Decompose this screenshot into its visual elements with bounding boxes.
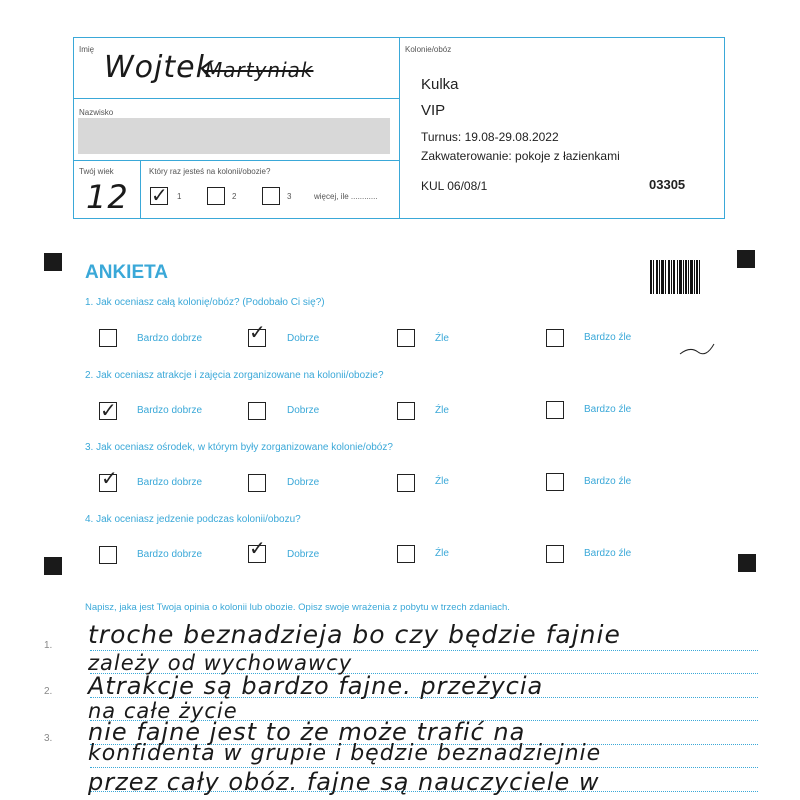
registration-marker-top-right [737, 250, 755, 268]
q2-option-zle: Źle [435, 405, 449, 416]
q2-option-dobrze: Dobrze [287, 405, 320, 416]
q1-checkbox-bardzo-dobrze[interactable] [99, 329, 117, 347]
wiek-label: Twój wiek [79, 167, 114, 176]
q3-option-bardzo-dobrze: Bardzo dobrze [137, 477, 203, 488]
handwriting-line-3: Atrakcje są bardzo fajne. przeżycia [88, 672, 544, 700]
q2-option-bardzo-dobrze: Bardzo dobrze [137, 405, 203, 416]
ktory-raz-label: Który raz jesteś na kolonii/obozie? [149, 167, 271, 176]
line-number-1: 1. [44, 640, 53, 651]
q2-checkbox-dobrze[interactable] [248, 402, 266, 420]
registration-marker-top-left [44, 253, 62, 271]
q3-option-bardzo-zle: Bardzo źle [584, 476, 632, 487]
imie-struck: Martyniak [205, 58, 314, 82]
opinion-prompt: Napisz, jaka jest Twoja opinia o kolonii lub obozie. Opisz swoje wrażenia z pobytu w trzech zdaniach. [85, 602, 510, 613]
registration-marker-bottom-left [44, 557, 62, 575]
q1-check-mark: ✓ [249, 320, 266, 344]
zakwaterowanie: Zakwaterowanie: pokoje z łazienkami [421, 149, 620, 163]
registration-marker-bottom-right [738, 554, 756, 572]
q2-option-bardzo-zle: Bardzo źle [584, 404, 632, 415]
barcode [650, 260, 700, 294]
q1-checkbox-bardzo-zle[interactable] [546, 329, 564, 347]
handwriting-line-4: na całe życie [88, 699, 238, 723]
header-divider-nazwisko [73, 160, 399, 161]
kolonie-name: Kulka [421, 76, 459, 93]
handwriting-line-1: troche beznadzieja bo czy będzie fajnie [88, 620, 621, 649]
question-4: 4. Jak oceniasz jedzenie podczas kolonii/obozu? [85, 514, 301, 525]
ktory-raz-option-2: 2 [232, 192, 237, 201]
q1-option-bardzo-dobrze: Bardzo dobrze [137, 333, 203, 344]
q4-option-bardzo-zle: Bardzo źle [584, 548, 632, 559]
header-divider-imie [73, 98, 399, 99]
handwriting-line-5: nie fajne jest to że może trafić na [88, 718, 526, 746]
ktory-raz-check-mark: ✓ [151, 183, 168, 207]
survey-title: ANKIETA [85, 262, 169, 283]
q4-option-bardzo-dobrze: Bardzo dobrze [137, 549, 203, 560]
stray-pen-mark [678, 340, 718, 360]
imie-value: Wojtek [104, 50, 214, 85]
q2-check-mark: ✓ [100, 398, 117, 422]
kolonie-type: VIP [421, 102, 446, 119]
q3-option-zle: Źle [435, 476, 449, 487]
imie-label: Imię [79, 45, 95, 54]
question-1: 1. Jak oceniasz całą kolonię/obóz? (Podobało Ci się?) [85, 297, 325, 308]
q4-checkbox-bardzo-dobrze[interactable] [99, 546, 117, 564]
turnus: Turnus: 19.08-29.08.2022 [421, 130, 559, 144]
q4-checkbox-zle[interactable] [397, 545, 415, 563]
wiek-value: 12 [86, 178, 129, 216]
ktory-raz-option-1: 1 [177, 192, 182, 201]
question-3: 3. Jak oceniasz ośrodek, w którym były zorganizowane kolonie/obóz? [85, 442, 393, 453]
handwriting-line-2: zależy od wychowawcy [88, 651, 353, 675]
code: KUL 06/08/1 [421, 179, 488, 193]
q3-checkbox-bardzo-zle[interactable] [546, 473, 564, 491]
kolonie-label: Kolonie/obóz [405, 45, 452, 54]
q2-checkbox-bardzo-zle[interactable] [546, 401, 564, 419]
question-2: 2. Jak oceniasz atrakcje i zajęcia zorganizowane na kolonii/obozie? [85, 370, 384, 381]
q4-checkbox-bardzo-zle[interactable] [546, 545, 564, 563]
form-number: 03305 [649, 177, 686, 192]
q1-option-dobrze: Dobrze [287, 333, 320, 344]
q4-option-dobrze: Dobrze [287, 549, 320, 560]
line-number-2: 2. [44, 686, 53, 697]
q3-option-dobrze: Dobrze [287, 477, 320, 488]
header-divider-wiek [140, 160, 141, 219]
q4-option-zle: Źle [435, 548, 449, 559]
handwriting-line-7: przez cały obóz. fajne są nauczyciele w [88, 768, 600, 796]
ktory-raz-option-3: 3 [287, 192, 292, 201]
q1-checkbox-zle[interactable] [397, 329, 415, 347]
line-number-3: 3. [44, 733, 53, 744]
q2-checkbox-zle[interactable] [397, 402, 415, 420]
q3-checkbox-dobrze[interactable] [248, 474, 266, 492]
q1-option-bardzo-zle: Bardzo źle [584, 332, 632, 343]
nazwisko-redacted [78, 118, 390, 154]
header-divider-vertical [399, 37, 400, 219]
q1-option-zle: Źle [435, 333, 449, 344]
q3-checkbox-zle[interactable] [397, 474, 415, 492]
ktory-raz-checkbox-2[interactable] [207, 187, 225, 205]
q3-check-mark: ✓ [101, 466, 118, 490]
wiecej-label: więcej, ile ............ [314, 192, 378, 201]
handwriting-line-6: konfidenta w grupie i będzie beznadziejnie [88, 741, 602, 766]
q4-check-mark: ✓ [249, 536, 266, 560]
nazwisko-label: Nazwisko [79, 108, 114, 117]
ktory-raz-checkbox-3[interactable] [262, 187, 280, 205]
